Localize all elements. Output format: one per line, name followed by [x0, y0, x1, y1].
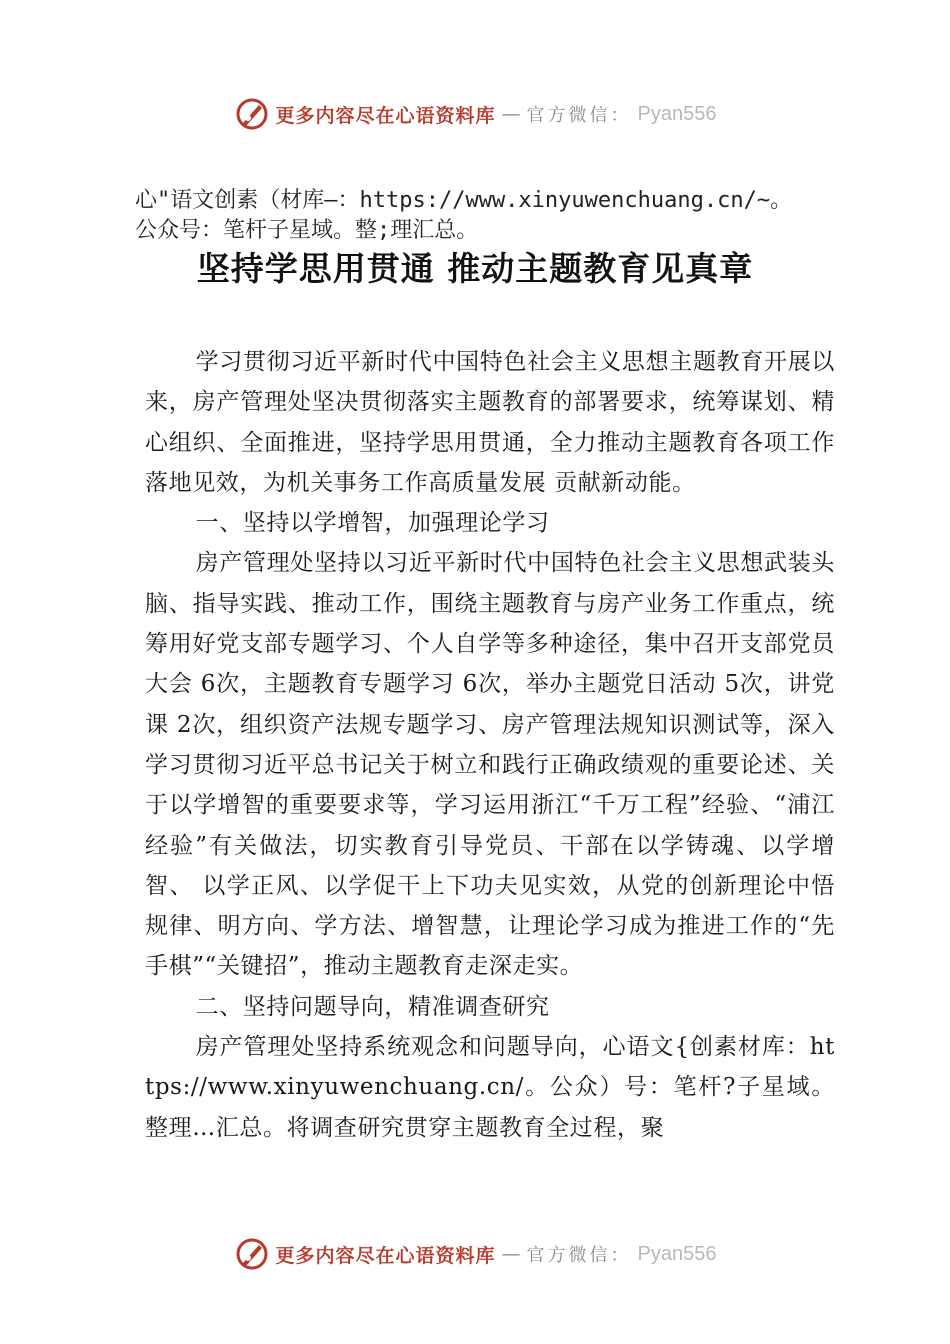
- pen-logo-icon: [234, 1236, 270, 1272]
- banner-text: 更多内容尽在心语资料库: [275, 1244, 496, 1267]
- source-note-line: 心"语文创素（材库—：https://www.xinyuwenchuang.cn/~。: [135, 188, 793, 213]
- banner-text: 更多内容尽在心语资料库: [275, 104, 496, 127]
- footer-watermark-banner: [0, 1232, 950, 1276]
- banner-wechat-handle: Pyan556: [637, 102, 717, 125]
- source-note-line: 公众号：笔杆子星域。整;理汇总。: [135, 218, 479, 243]
- page-title: 坚持学思用贯通 推动主题教育见真章: [196, 249, 754, 288]
- article-body: [145, 342, 835, 1148]
- paragraph: 学习贯彻习近平新时代中国特色社会主义思想主题教育开展以来，房产管理处坚决贯彻落实主题教育的部署要求，统筹谋划、精心组织、全面推进，坚持学思用贯通，全力推动主题教育各项工作落地见效，为机关事务工作高质量发展 贡献新动能。: [145, 349, 835, 496]
- banner-wechat-handle: Pyan556: [637, 1242, 717, 1265]
- banner-wechat-label: 官方微信：: [526, 1245, 632, 1266]
- banner-wechat-label: 官方微信：: [526, 105, 632, 126]
- paragraph: 房产管理处坚持系统观念和问题导向，心语文{创素材库：https://www.xinyuwenchuang.cn/。公众）号：笔杆?子星域。整理…汇总。将调查研究贯穿主题教育全过程，聚: [145, 1034, 835, 1141]
- section-heading: 二、坚持问题导向，精准调查研究: [195, 993, 550, 1020]
- banner-dash: —: [501, 1243, 521, 1265]
- pen-logo-icon: [234, 96, 270, 132]
- header-watermark-banner: [0, 92, 950, 136]
- section-heading: 一、坚持以学增智，加强理论学习: [195, 510, 550, 537]
- banner-dash: —: [501, 103, 521, 125]
- paragraph: 房产管理处坚持以习近平新时代中国特色社会主义思想武装头脑、指导实践、推动工作，围绕主题教育与房产业务工作重点，统筹用好党支部专题学习、个人自学等多种途径，集中召开支部党员大会 6次，主题教育专题学习 6次，举办主题党日活动 5次，讲党课 2次，组织资产法规专题学习、房产管理法规知识测试等，深入学习贯彻习近平总书记关于树立和践行正确政绩观的重要论述、关于以学增智的重要要求等，学习运用浙江“千万工程”经验、“浦江经验”有关做法，切实教育引导党员、干部在以学铸魂、以学增智、 以学正风、以学促干上下功夫见实效，从党的创新理论中悟规律、明方向、学方法、增智慧，让理论学习成为推进工作的“先手棋”“关键招”，推动主题教育走深走实。: [145, 550, 835, 980]
